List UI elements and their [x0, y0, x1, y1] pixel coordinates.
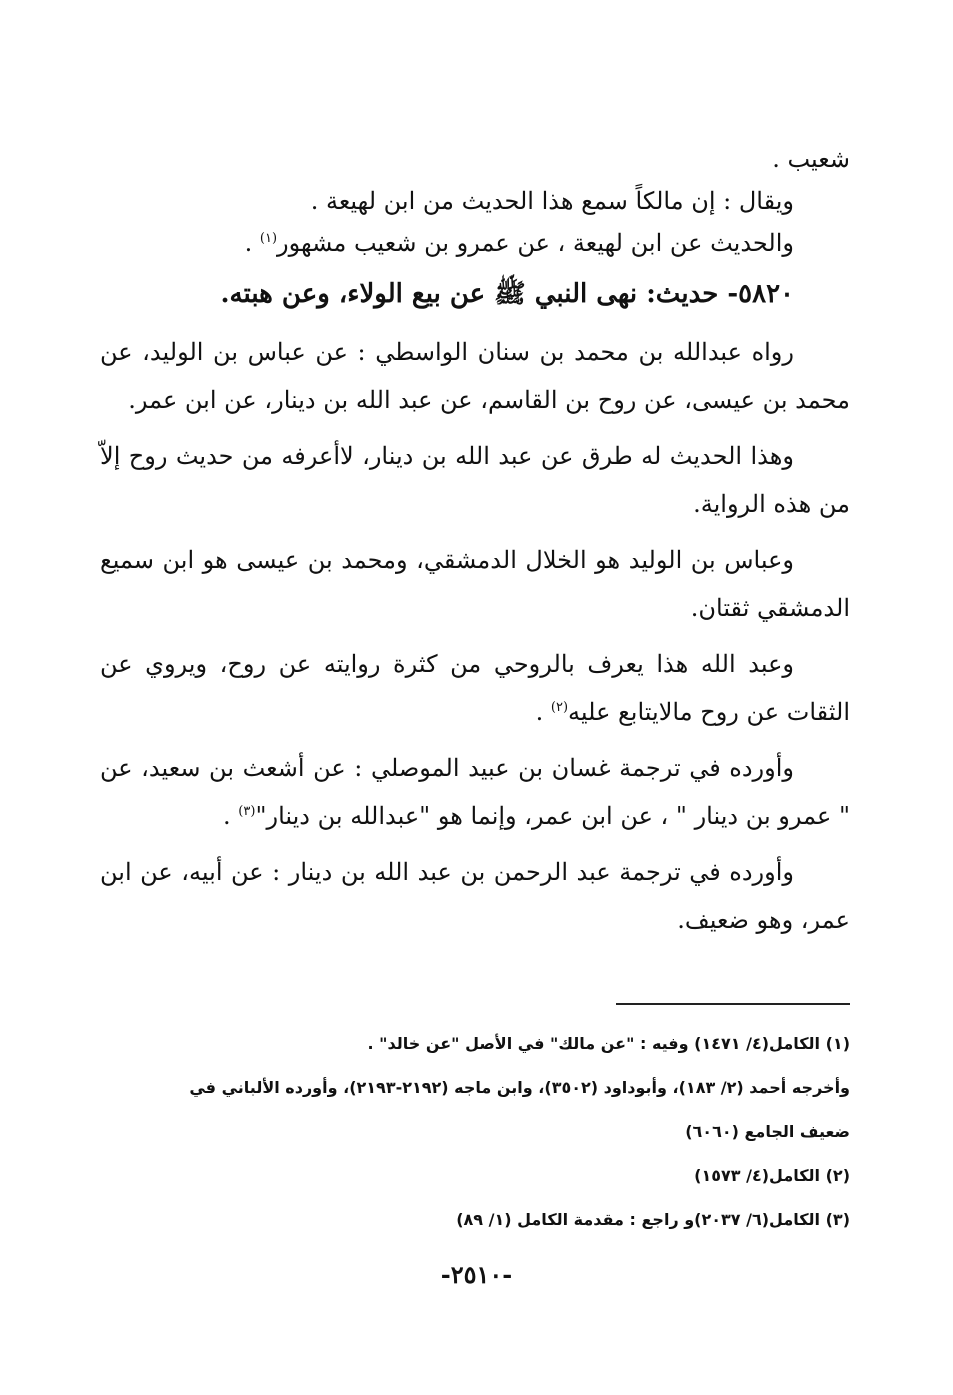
paragraph-4-body: وعبد الله هذا يعرف بالروحي من كثرة روايته عن روح، ويروي عن الثقات عن روح مالايتابع عليه — [100, 650, 850, 726]
footnote-ref-2[interactable]: (٢) — [550, 700, 569, 715]
paragraph-4-end: . — [535, 698, 551, 726]
hadith-heading: ٥٨٢٠- حديث: نهى النبي ﷺ عن بيع الولاء، وعن هبته. — [220, 279, 794, 309]
footnote-3: (٣) الكامل(٦/ ٢٠٣٧)و راجع : مقدمة الكامل (١/ ٨٩) — [456, 1210, 850, 1229]
paragraph-5 — [100, 744, 850, 840]
paragraph-1: رواه عبدالله بن محمد بن سنان الواسطي : عن عباس بن الوليد، عن محمد بن عيسى، عن روح بن القاسم، عن عبد الله بن دينار، عن ابن عمر. — [100, 338, 850, 414]
footnote-1: (١) الكامل(٤/ ١٤٧١) وفيه : "عن مالك" في الأصل "عن خالد" . — [367, 1034, 850, 1053]
footnote-2: (٢) الكامل(٤/ ١٥٧٣) — [694, 1166, 850, 1185]
footnotes — [100, 1022, 850, 1242]
footnote-divider — [616, 1003, 850, 1005]
page-number: -٢٥١٠- — [440, 1260, 513, 1289]
text-line-2: ويقال : إن مالكاً سمع هذا الحديث من ابن لهيعة . — [310, 187, 794, 215]
paragraph-4 — [100, 640, 850, 736]
paragraph-3: وعباس بن الوليد هو الخلال الدمشقي، ومحمد بن عيسى هو ابن سميع الدمشقي ثقتان. — [100, 546, 850, 622]
footnote-ref-1[interactable]: (١) — [259, 231, 278, 246]
paragraph-6: وأورده في ترجمة عبد الرحمن بن عبد الله بن دينار : عن أبيه، عن ابن عمر، وهو ضعيف. — [100, 858, 850, 934]
footnote-1-continuation-2: ضعيف الجامع (٦٠٦٠) — [685, 1122, 850, 1141]
text-line-3-end: . — [244, 229, 260, 257]
paragraph-5-end: . — [223, 802, 239, 830]
text-line-3-body: والحديث عن ابن لهيعة ، عن عمرو بن شعيب مشهور — [277, 229, 794, 257]
text-line-1: شعيب . — [772, 145, 850, 173]
main-text — [100, 138, 850, 952]
paragraph-2: وهذا الحديث له طرق عن عبد الله بن دينار، لاأعرفه من حديث روح إلاّ من هذه الرواية. — [100, 442, 850, 518]
text-line-3 — [100, 222, 850, 264]
footnote-1-continuation: وأخرجه أحمد (٢/ ١٨٣)، وأبوداود (٣٥٠٢)، وابن ماجه (٢١٩٢-٢١٩٣)، وأورده الألباني في — [189, 1078, 850, 1097]
footnote-ref-3[interactable]: (٣) — [238, 804, 256, 819]
paragraph-5-body: وأورده في ترجمة غسان بن عبيد الموصلي : عن أشعث بن سعيد، عن " عمرو بن دينار " ، عن ابن عمر، وإنما هو "عبدالله بن دينار" — [100, 754, 850, 830]
